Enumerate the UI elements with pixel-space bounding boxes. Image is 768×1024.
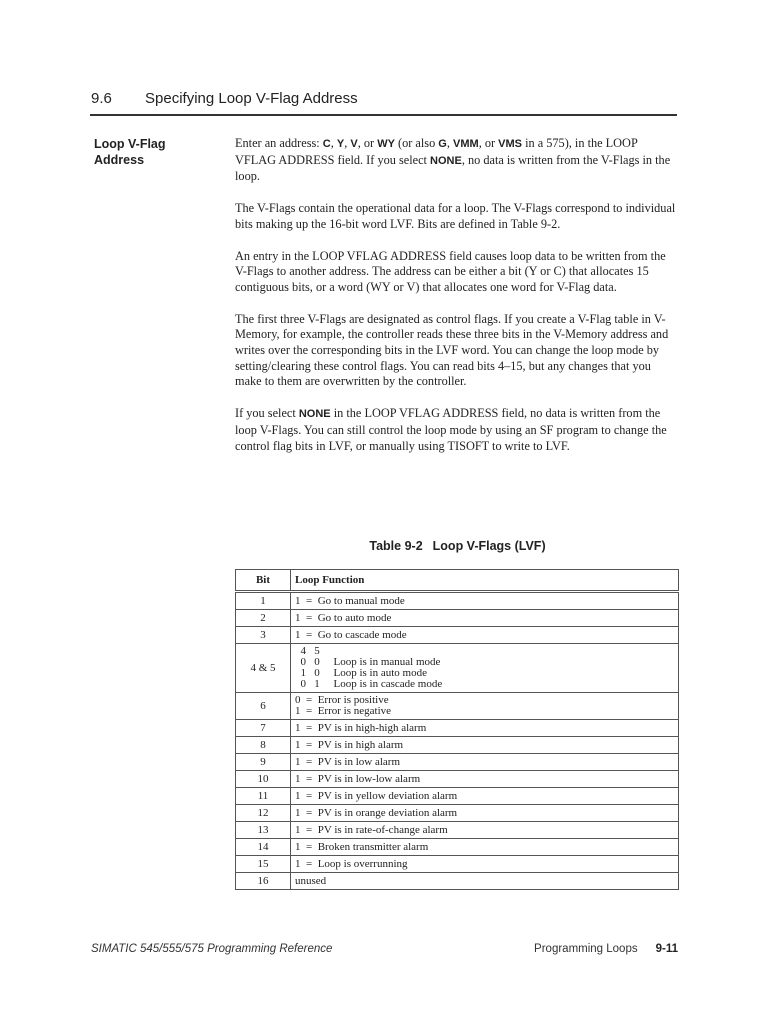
bit-cell: 7 (236, 720, 291, 737)
section-heading (91, 90, 358, 107)
table-caption-title: Loop V-Flags (LVF) (432, 539, 546, 553)
function-cell (291, 754, 679, 771)
function-cell (291, 610, 679, 627)
function-cell (291, 839, 679, 856)
table-row (236, 627, 679, 644)
bit-cell: 4 & 5 (236, 644, 291, 693)
function-line: 1 = PV is in yellow deviation alarm (295, 789, 458, 802)
footer-chapter: Programming Loops (534, 943, 638, 955)
bit-cell: 12 (236, 805, 291, 822)
bit-cell: 16 (236, 873, 291, 890)
bit-cell: 3 (236, 627, 291, 644)
bit-cell: 14 (236, 839, 291, 856)
bit-cell: 10 (236, 771, 291, 788)
function-line: 1 0 Loop is in auto mode (295, 667, 427, 679)
paragraph-control-flags: The first three V-Flags are designated as control flags. If you create a V-Flag table in V-Memory, for example, the controller reads these three bits in the V-Memory address and writes over the corresponding bits in the LVF word. You can change the loop mode by setting/clearing these control flags. You can read bits 4–15, but any changes that you make to them are overwritten by the controller. (235, 311, 669, 389)
table-row (236, 754, 679, 771)
paragraph-address-field: An entry in the LOOP VFLAG ADDRESS field causes loop data to be written from the V-Flags to another address. The address can be either a bit (Y or C) that allocates 15 contiguous bits, or a word (WY or V) that allocates one word for V-Flag data. (235, 248, 666, 294)
function-cell (291, 720, 679, 737)
function-line: 1 = Loop is overrunning (295, 857, 408, 870)
function-cell (291, 873, 679, 890)
function-line: 1 = Error is negative (295, 705, 392, 717)
function-line: 1 = PV is in low-low alarm (295, 772, 421, 785)
table-row (236, 788, 679, 805)
side-label: Loop V-Flag Address (94, 137, 166, 167)
bit-cell: 6 (236, 693, 291, 720)
table-row (236, 644, 679, 693)
function-line: 0 1 Loop is in cascade mode (295, 678, 443, 690)
body-text (235, 136, 680, 470)
function-line: 1 = Go to auto mode (295, 611, 392, 624)
function-line: unused (295, 874, 327, 887)
table-row (236, 737, 679, 754)
function-line: 1 = PV is in orange deviation alarm (295, 806, 458, 819)
heading-rule (90, 114, 677, 116)
footer-book-title: SIMATIC 545/555/575 Programming Reference (91, 943, 333, 955)
bit-cell: 2 (236, 610, 291, 627)
footer-right (534, 943, 678, 955)
function-cell (291, 693, 679, 720)
function-cell (291, 805, 679, 822)
table-row (236, 839, 679, 856)
table-body (236, 592, 679, 890)
function-cell (291, 856, 679, 873)
section-title: Specifying Loop V-Flag Address (145, 90, 358, 107)
bit-cell: 1 (236, 592, 291, 610)
bit-cell: 15 (236, 856, 291, 873)
function-line: 4 5 (295, 645, 320, 657)
function-line: 1 = Go to manual mode (295, 594, 405, 607)
table-row (236, 822, 679, 839)
paragraph-none-option: If you select NONE in the LOOP VFLAG ADDRESS field, no data is written from the loop V-Flags. You can still control the loop mode by using an SF program to change the control flag bits in LVF, or manually using TISOFT to write to LVF. (235, 406, 667, 453)
function-line: 1 = Go to cascade mode (295, 628, 407, 641)
function-line: 1 = PV is in high-high alarm (295, 721, 427, 734)
bit-cell: 8 (236, 737, 291, 754)
table-caption (235, 539, 680, 553)
function-cell (291, 592, 679, 610)
table-caption-number: Table 9-2 (369, 539, 423, 553)
table-row (236, 873, 679, 890)
function-line: 1 = PV is in low alarm (295, 755, 400, 768)
table-row (236, 693, 679, 720)
bit-cell: 9 (236, 754, 291, 771)
function-cell (291, 822, 679, 839)
function-cell (291, 644, 679, 693)
table-row (236, 771, 679, 788)
table-row (236, 592, 679, 610)
paragraph-vflags-definition: The V-Flags contain the operational data for a loop. The V-Flags correspond to individual bits making up the 16-bit word LVF. Bits are defined in Table 9-2. (235, 201, 676, 231)
function-line: 1 = PV is in rate-of-change alarm (295, 823, 448, 836)
bit-cell: 13 (236, 822, 291, 839)
function-line: 0 = Error is positive (295, 694, 389, 706)
header-bit: Bit (236, 570, 291, 592)
table-row (236, 720, 679, 737)
function-line: 0 0 Loop is in manual mode (295, 656, 441, 668)
footer-page-number: 9-11 (655, 943, 678, 955)
paragraph-address-entry: Enter an address: C, Y, V, or WY (or also G, VMM, or VMS in a 575), in the LOOP VFLAG ADDRESS field. If you select NONE, no data is written from the V-Flags in the loop. (235, 136, 671, 184)
section-number: 9.6 (91, 90, 112, 107)
table-row (236, 856, 679, 873)
table-row (236, 610, 679, 627)
function-line: 1 = Broken transmitter alarm (295, 840, 429, 853)
header-loop-function: Loop Function (291, 570, 679, 592)
table-header-row (236, 570, 679, 592)
function-line: 1 = PV is in high alarm (295, 738, 404, 751)
vflags-table (235, 569, 679, 890)
function-cell (291, 737, 679, 754)
bit-cell: 11 (236, 788, 291, 805)
function-cell (291, 627, 679, 644)
table-row (236, 805, 679, 822)
function-cell (291, 771, 679, 788)
function-cell (291, 788, 679, 805)
